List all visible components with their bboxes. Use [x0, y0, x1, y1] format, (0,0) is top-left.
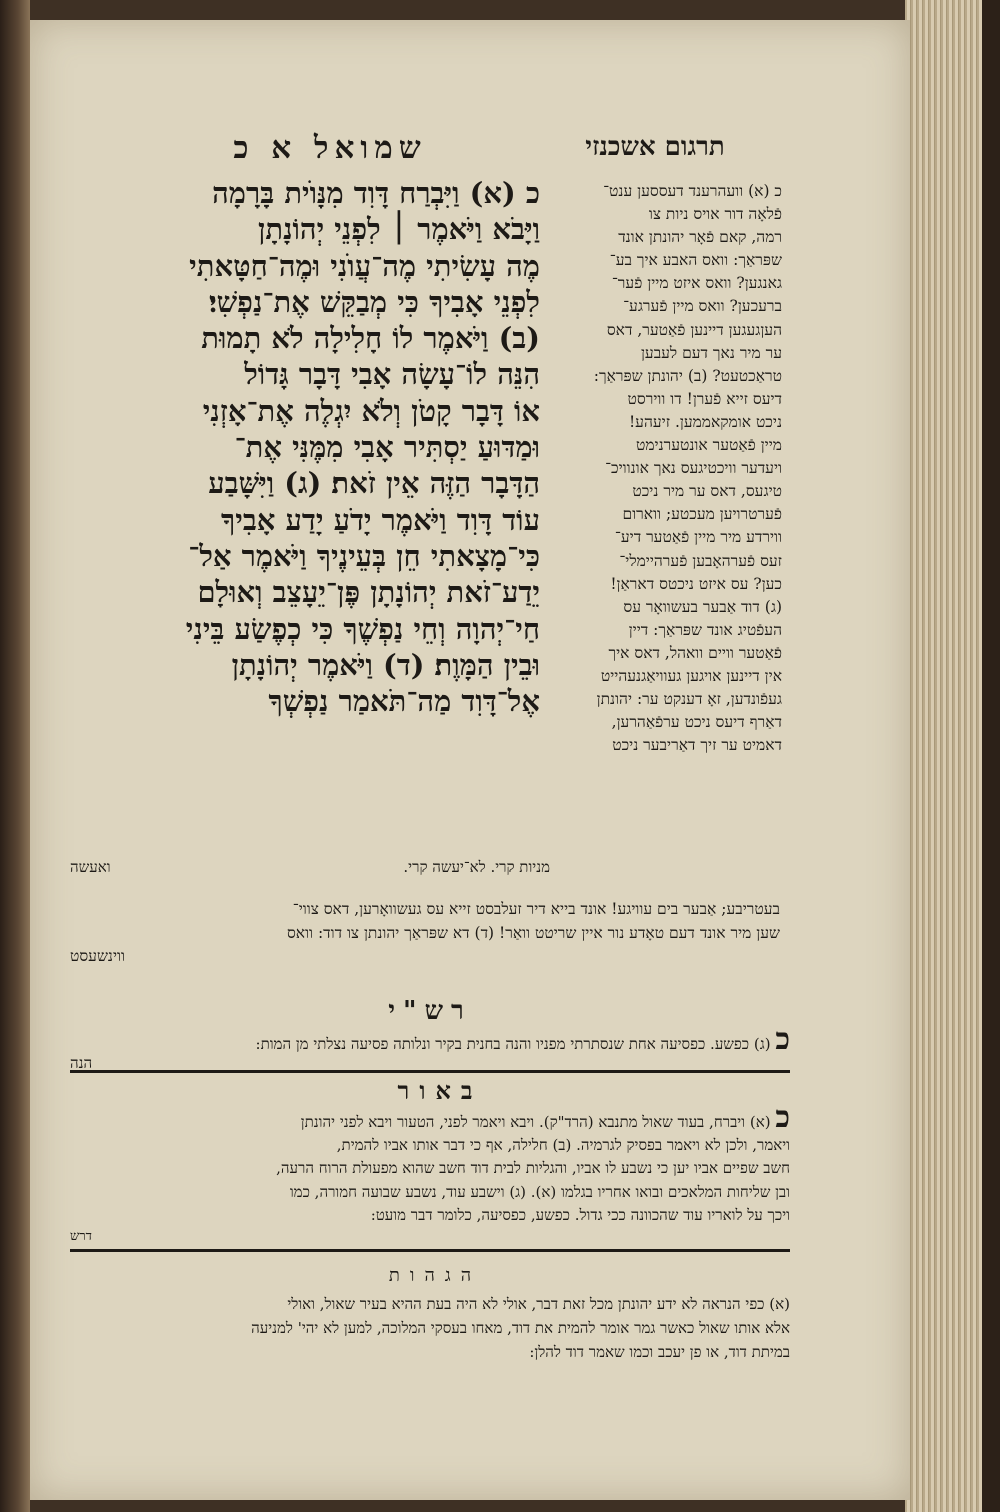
bible-line: לִפְנֵי אָבִיךָ כִּי מְבַקֵּשׁ אֶת־נַפְשִׁי׃	[209, 284, 540, 319]
bible-line: אֶל־דָּוִד מַה־תֹּאמַר נַפְשְׁךָ	[268, 684, 540, 719]
rashi-chapter-letter: כ	[775, 1022, 790, 1057]
page-stack-edge	[905, 0, 1000, 1512]
targum-line: ויעדער וויכטיגעס נאך אונוויכ־	[605, 459, 782, 478]
targum-continuation	[70, 898, 780, 969]
section-divider	[70, 1070, 790, 1073]
targum-line: טיגעס, דאס ער מיר ניכט	[632, 482, 782, 501]
targum-line: ער מיר נאך דעם לעבען	[640, 343, 782, 362]
bible-line: הִנֵּה לוֹ־עָשָׂה אָבִי דָּבָר גָּדוֹל	[244, 357, 540, 392]
targum-full-line: בעטריבע; אַבער בים עוויגע! אונד בייא דיר זעלבסט זייא עס געשוואָרען, דאס צווי־	[292, 900, 780, 918]
targum-line: פֿאַטער וויים וואהל, דאס איך	[608, 643, 782, 662]
bible-line: כ (א) וַיִּבְרַח דָּוִד מִנָּוֺית בָּרָמָה	[212, 176, 540, 210]
facing-page-edge	[0, 0, 30, 1512]
bible-line: מֶה עָשִׂיתִי מֶה־עֲוֺנִי וּמֶה־חַטָּאתִי	[189, 248, 540, 283]
targum-line: ניכט אומקאממען. זיעהע!	[628, 412, 782, 431]
targum-line: דאמיט ער זיך דאַריבער ניכט	[612, 736, 782, 755]
running-head-book: שמואל א כ	[233, 130, 427, 166]
biur-commentary	[70, 1100, 790, 1227]
section-divider	[70, 1249, 790, 1252]
targum-line: רמה, קאם פֿאָר יהונתן אונד	[618, 228, 782, 247]
targum-line: העןגעגען דיינען פֿאַטער, דאס	[606, 320, 782, 339]
targum-line: פֿערטרויען מעכטע; ווארום	[622, 505, 782, 524]
rashi-heading: רש"י	[388, 996, 472, 1026]
targum-line: דאַרף דיעס ניכט ערפֿאַהרען,	[611, 713, 782, 732]
hagahot-heading: הגהות	[388, 1265, 482, 1286]
targum-line: טראַכטעט? (ב) יהונתן שפּראַך:	[593, 366, 782, 385]
targum-line: ברעכען? וואס מיין פֿערגע־	[623, 297, 782, 316]
targum-column	[542, 180, 782, 757]
targum-line: זעס פֿערהאָבען פֿערהיימלי־	[619, 551, 782, 570]
targum-line: גאנגען? וואס איזט מיין פֿער־	[611, 274, 782, 293]
targum-line: כען? עס איזט ניכטס דאראַן!	[610, 574, 782, 593]
targum-line: מיין פֿאַטער אונטערנימט	[635, 436, 782, 455]
catchword: דרש	[70, 1229, 92, 1244]
hagahot-line: (א) כפי הנראה לא ידע יהונתן מכל זאת דבר, אולי לא היה בעת ההיא בעיר שאול, ואולי	[287, 1295, 790, 1313]
bible-text-column	[70, 175, 540, 719]
qere-notes	[70, 858, 550, 877]
biur-line: ובן שליחות המלאכים ובואו אחריו בגלמו (א). (ג) וישבע עוד, נשבע שבועה חמורה, כמו	[289, 1182, 790, 1201]
targum-full-line: ווינשעסט	[70, 947, 125, 965]
targum-line: העפֿטיג אונד שפּראַך: דיין	[628, 620, 782, 639]
bible-line: (ב) וַיֹּאמֶר לוֹ חָלִילָה לֹא תָמוּת	[201, 321, 540, 356]
qere-note-left: ואעשה	[70, 858, 111, 876]
bible-line: חַי־יְהוָה וְחֵי נַפְשֶׁךָ כִּי כְפֶשַׂע בֵּינִי	[185, 611, 540, 646]
biur-line: ויכך על לואריו עוד שהכוונה ככי גדול. כפשע, כפסיעה, כלומר דבר מועט:	[370, 1205, 790, 1224]
hagahot-notes	[70, 1292, 790, 1364]
rashi-commentary	[70, 1022, 790, 1073]
targum-line: געפֿונדען, זאָ דענקט ער: יהונתן	[596, 690, 782, 709]
biur-line	[70, 1100, 790, 1135]
targum-line: ווירדע מיר מיין פֿאַטער דיע־	[614, 528, 782, 547]
bible-line: וּמַדּוּעַ יַסְתִּיר אָבִי מִמֶּנִּי אֶת־	[234, 430, 540, 465]
bible-line: וּבֵין הַמָּוֶת׃ (ד) וַיֹּאמֶר יְהוֹנָתָן	[231, 647, 540, 682]
rashi-line: הנה	[70, 1054, 93, 1072]
targum-line: אין דיינען אויגען געוויאַגנעהייט	[600, 666, 782, 685]
bible-line: כִּי־מָצָאתִי חֵן בְּעֵינֶיךָ וַיֹּאמֶר אַל־	[188, 538, 540, 573]
biur-line: חשב שפיים אביו יען כי נשבע לו אביו, והגליות לבית דוד חשב שהוא מפעולת הרוח הרעה,	[276, 1159, 790, 1178]
bible-line: הַדָּבָר הַזֶּה אֵין זֹאת׃ (ג) וַיִּשָּׁבַע	[208, 466, 540, 501]
hagahot-line: במיתת דוד, או פן יעכב וכמו שאמר דוד להלן:	[529, 1343, 790, 1361]
running-head-targum: תרגום אשכנזי	[585, 132, 725, 162]
targum-line: דיעס זייא פֿערן! דו ווירסט	[627, 389, 782, 408]
biur-line: ויאמר, ולכן לא ויאמר בפסיק לגרמיה. (ב) חלילה, אף כי דבר אותו אביו להמית,	[336, 1136, 790, 1155]
book-page	[30, 20, 910, 1500]
bible-line: וַיָּבֹא וַיֹּאמֶר ׀ לִפְנֵי יְהוֹנָתָן	[258, 212, 540, 247]
qere-note-right: מניות קרי. לא־יעשה קרי.	[403, 858, 550, 876]
rashi-text: (ג) כפשע. כפסיעה אחת שנסתרתי מפניו והנה בחנית בקיר ונלותה פסיעה נצלתי מן המות:	[255, 1035, 771, 1053]
biur-text: (א) ויברח, בעוד שאול מתנבא (הרד"ק). ויבא ויאמר לפני, הטעור ויבא לפני יהונתן	[300, 1113, 771, 1131]
bible-line: אוֹ דָּבָר קָטֹן וְלֹא יִגְלֶה אֶת־אָזְנִי	[202, 393, 540, 428]
hagahot-line: אלא אותו שאול כאשר גמר אומר להמית את דוד, מאחו בעסקי המלוכה, למען לא יהי' למניעה	[251, 1319, 790, 1337]
bible-line: יֵדַע־זֹאת יְהוֹנָתָן פֶּן־יֵעָצֵב וְאוּלָם	[197, 575, 540, 610]
targum-line: פֿלאָה דור אויס ניות צו	[648, 205, 782, 224]
targum-line: כ (א) וועהרענד דעססען ענט־	[603, 182, 782, 200]
rashi-line	[70, 1022, 790, 1057]
targum-full-line: שען מיר אונד דעם טאָדע נור איין שריטט וואַר! (ד) דא שפּראַך יהונתן צו דוד: וואס	[286, 923, 780, 942]
targum-line: (ג) דוד אַבער בעשוואָר עס	[623, 597, 782, 616]
biur-chapter-letter: כ	[775, 1100, 790, 1135]
targum-line: שפּראַך: וואס האבע איך בע־	[609, 251, 782, 270]
bible-line: עוֹד דָּוִד וַיֹּאמֶר יָדֹעַ יָדַע אָבִיךָ	[220, 502, 540, 537]
biur-heading: באור	[397, 1076, 483, 1105]
